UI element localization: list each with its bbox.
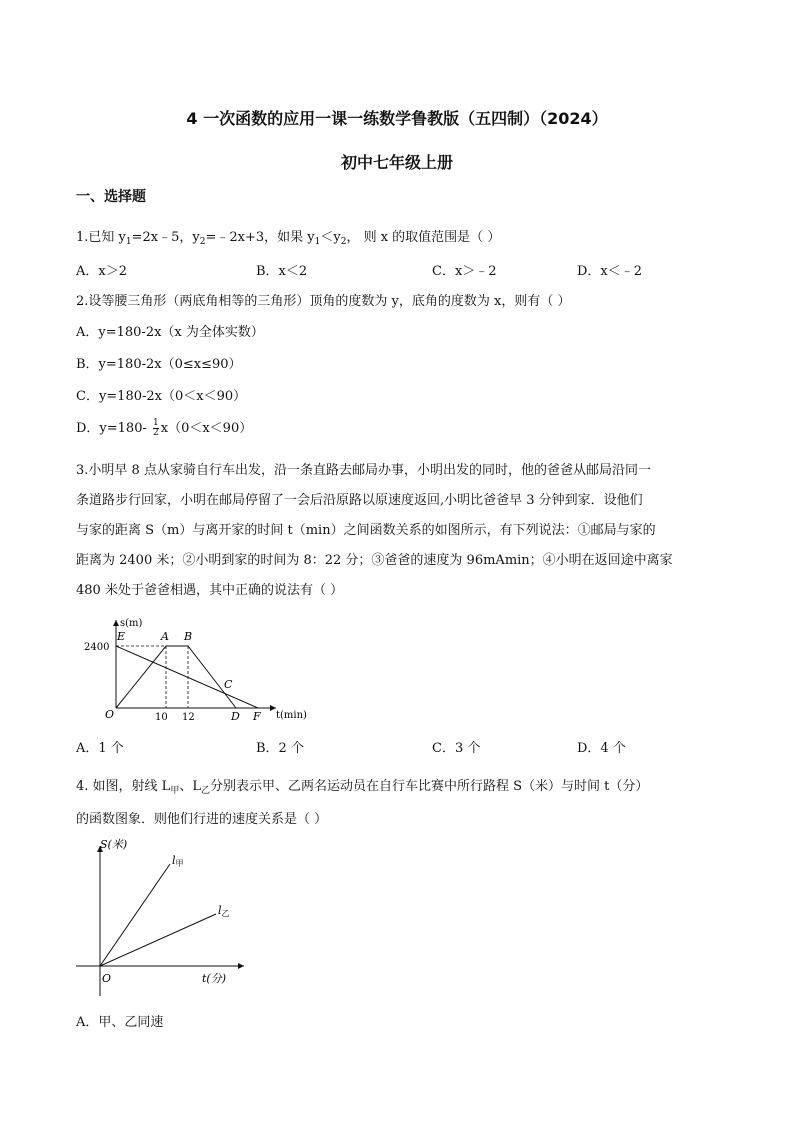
q1-stem: 1.已知 $y_1=2x﹣5$，$y_2=﹣2x+3$，如果 $y_1<y_2$， 则 x 的取值范围是（ ） [76,230,501,247]
q2-option-c[interactable]: C．y=180-2x（0＜x＜90） [76,389,247,404]
fraction-one-half: $\frac{1}{2}$ [153,418,159,438]
q3-line-1: 3.小明早 8 点从家骑自行车出发，沿一条直路去邮局办事，小明出发的同时，他的爸爸从邮局沿同一 [76,463,651,478]
q3-father-path [116,646,258,708]
q3-line-3: 与家的距离 S（m）与离开家的时间 t（min）之间函数关系的如图所示，有下列说法：①邮局与家的 [76,523,656,538]
section-heading: 一、选择题 [76,189,146,205]
q3-x-tick-10: 10 [155,712,168,723]
q3-option-a[interactable]: A．1 个 [76,741,124,756]
q3-point-a: A [161,630,169,643]
q2-option-a[interactable]: A．y=180-2x（x 为全体实数） [76,325,264,340]
q3-line-5: 480 米处于爸爸相遇，其中正确的说法有（ ） [76,583,344,598]
q4-x-axis-label: t(分) [202,972,227,985]
q4-distance-time-graph [72,832,252,1002]
q3-x-tick-12: 12 [182,712,195,723]
q3-point-d: D [231,710,240,723]
q4-origin-label: O [102,972,112,985]
q1-option-d[interactable]: D．x＜﹣2 [577,264,643,279]
q1-option-b[interactable]: B．x＜2 [256,264,308,279]
q1-option-a[interactable]: A．x＞2 [76,264,127,279]
q2-stem: 2.设等腰三角形（两底角相等的三角形）顶角的度数为 y，底角的度数为 x，则有（ ） [76,294,571,309]
q3-line-4: 距离为 2400 米；②小明到家的时间为 8：22 分；③爸爸的速度为 96mAmin；④小明在返回途中离家 [76,553,673,568]
q3-line-2: 条道路步行回家，小明在邮局停留了一会后沿原路以原速度返回,小明比爸爸早 3 分钟到家．设他们 [76,493,643,508]
page-subtitle: 初中七年级上册 [340,153,453,172]
q3-point-c: C [224,678,233,691]
q2-option-d[interactable]: D．y=180- $\frac{1}{2}$ x（0＜x＜90） [76,418,253,438]
q3-point-b: B [184,630,193,643]
q3-point-e: E [117,630,126,643]
q3-option-c[interactable]: C．3 个 [432,741,481,756]
q3-option-b[interactable]: B．2 个 [256,741,304,756]
q4-option-a[interactable]: A．甲、乙同速 [76,1015,164,1030]
q4-label-yi: l乙 [218,904,230,918]
q4-y-axis-label: S(米) [100,838,128,851]
q3-point-o: O [105,708,115,721]
page-title: 4 一次函数的应用一课一练数学鲁教版（五四制）（2024） [186,109,608,128]
q3-y-tick-2400: 2400 [84,642,110,653]
q1-option-c[interactable]: C．x＞﹣2 [432,264,497,279]
q4-line-1: 4. 如图，射线 $L_甲$、$L_乙$分别表示甲、乙两名运动员在自行车比赛中所行路程 S（米）与时间 t（分） [76,779,649,796]
q4-label-jia: l甲 [172,854,184,868]
q3-xiaoming-path [116,646,236,708]
q2-option-b[interactable]: B．y=180-2x（0≤x≤90） [76,357,242,372]
q3-option-d[interactable]: D．4 个 [577,741,626,756]
q3-x-axis-label: t(min) [276,710,307,721]
q3-y-axis-label: s(m) [120,618,143,629]
q3-point-f: F [253,710,261,723]
q3-distance-time-graph [80,610,320,730]
q4-line-2: 的函数图象．则他们行进的速度关系是（ ） [76,812,328,827]
